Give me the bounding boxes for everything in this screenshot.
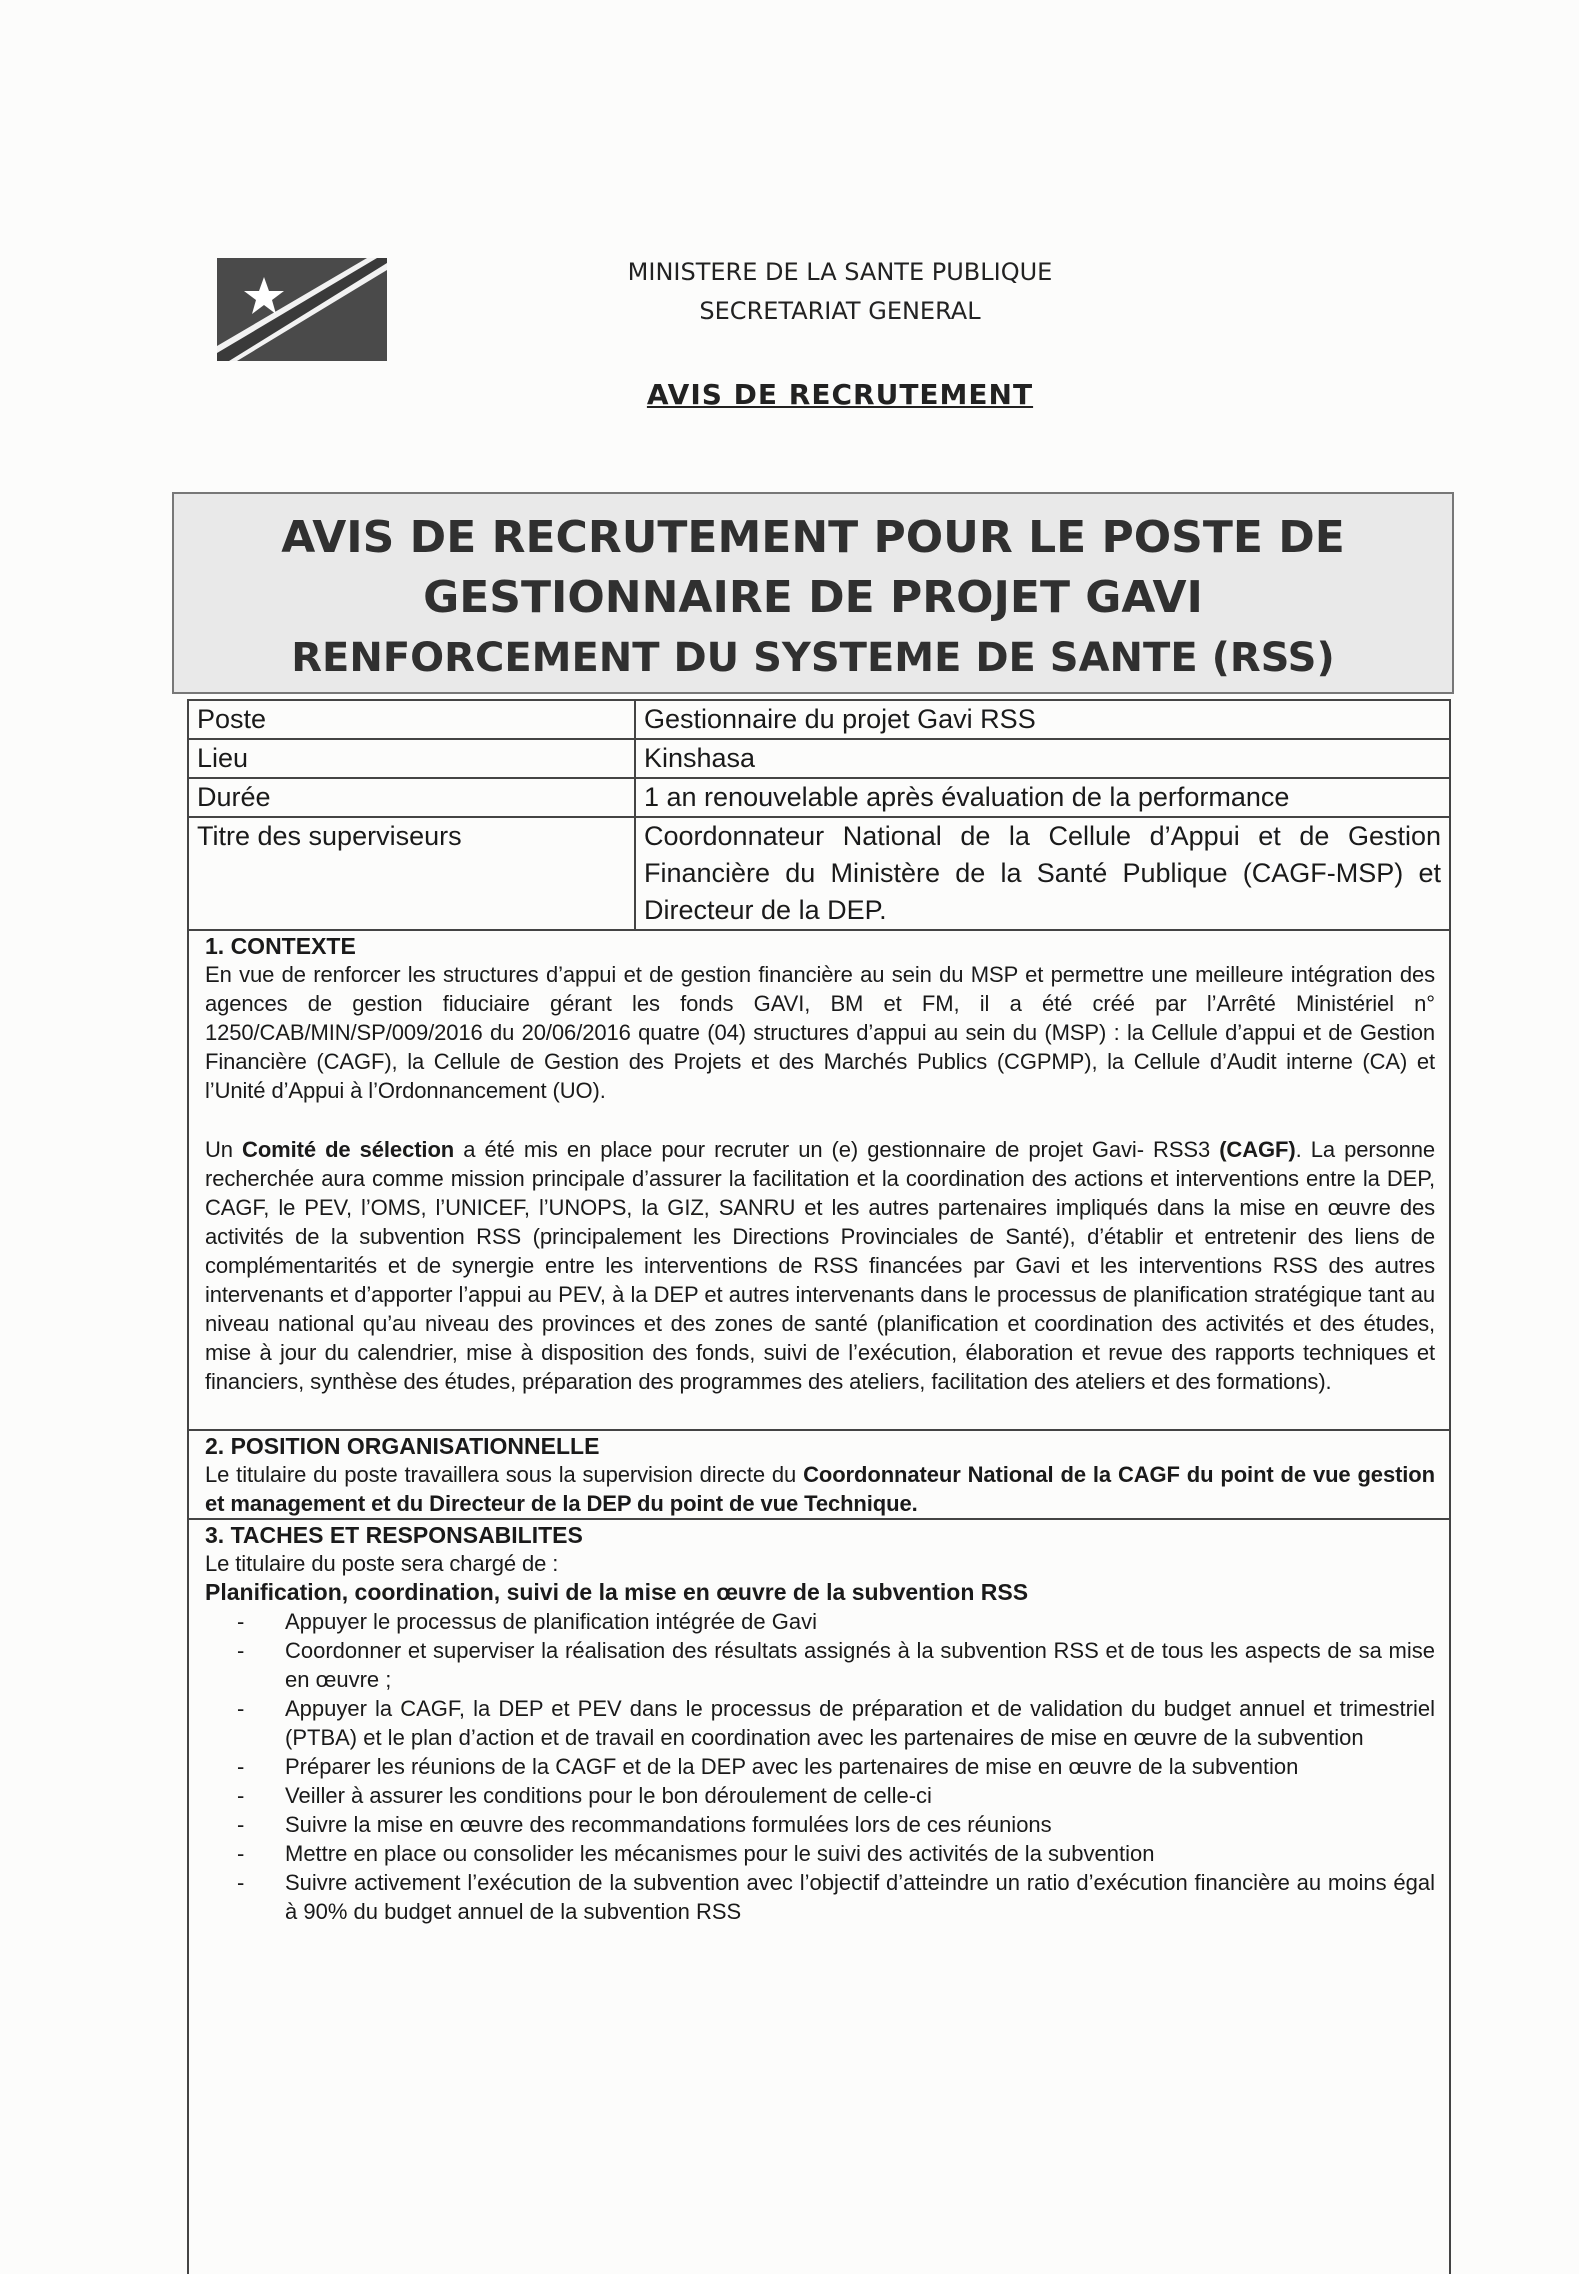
- section-heading: 1. CONTEXTE: [205, 933, 356, 959]
- list-item: - Appuyer la CAGF, la DEP et PEV dans le processus de préparation et de validation du budget annuel et trimestriel (PTBA) et le plan d’action et de travail en coordination avec les partenaires de mise en œuvre de la subvention: [205, 1694, 1435, 1752]
- task-list: [205, 1607, 1435, 1926]
- list-item: - Coordonner et superviser la réalisation des résultats assignés à la subvention RSS et de tous les aspects de sa mise en œuvre ;: [205, 1636, 1435, 1694]
- section-position: [189, 1432, 1449, 1520]
- notice-heading: AVIS DE RECRUTEMENT: [646, 378, 1034, 411]
- title-line-1: AVIS DE RECRUTEMENT POUR LE POSTE DE: [281, 512, 1345, 563]
- contexte-paragraph-1: En vue de renforcer les structures d’appui et de gestion financière au sein du MSP et permettre une meilleure intégration des agences de gestion fiduciaire gérant les fonds GAVI, BM et FM, il a été créé par l’Arrêté Ministériel n° 1250/CAB/MIN/SP/009/2016 du 20/06/2016 quatre (04) structures d’appui au sein du (MSP) : la Cellule d’appui et de Gestion Financière (CAGF), la Cellule de Gestion des Projets et des Marchés Publics (CGPMP), la Cellule d’Audit interne (CA) et l’Unité d’Appui à l’Ordonnancement (UO).: [205, 962, 1435, 1103]
- section-taches: [189, 1521, 1449, 1926]
- info-value: 1 an renouvelable après évaluation de la performance: [635, 778, 1450, 817]
- secretariat-name: SECRETARIAT GENERAL: [699, 297, 981, 325]
- table-row: [188, 700, 1450, 739]
- section-contexte: [189, 932, 1449, 1431]
- table-row: [188, 817, 1450, 930]
- taches-intro: Le titulaire du poste sera chargé de :: [205, 1551, 559, 1576]
- section-heading: 2. POSITION ORGANISATIONNELLE: [205, 1433, 600, 1459]
- title-line-3: RENFORCEMENT DU SYSTEME DE SANTE (RSS): [291, 635, 1335, 681]
- job-info-table: [187, 699, 1451, 931]
- title-line-2: GESTIONNAIRE DE PROJET GAVI: [423, 572, 1203, 623]
- list-item: - Suivre la mise en œuvre des recommandations formulées lors de ces réunions: [205, 1810, 1435, 1839]
- contexte-paragraph-2: Un Comité de sélection a été mis en place pour recruter un (e) gestionnaire de projet Gavi- RSS3 (CAGF). La personne recherchée aura comme mission principale d’assurer la facilitation et la coordination des actions et interventions entre la DEP, CAGF, le PEV, l’OMS, l’UNICEF, l’UNOPS, la GIZ, SANRU et les autres partenaires impliqués dans la mise en œuvre des activités de la subvention RSS (principalement les Directions Provinciales de Santé), d’établir et entretenir des liens de complémentarités et de synergie entre les interventions de RSS financées par Gavi et les interventions RSS des autres intervenants et d’apporter l’appui au PEV, à la DEP et autres intervenants dans le processus de planification stratégique tant au niveau national qu’au niveau des provinces et des zones de santé (planification et coordination des activités et des études, mise à jour du calendrier, mise à disposition des fonds, suivi de l’exécution, élaboration et revue des rapports techniques et financiers, synthèse des études, préparation des programmes des ateliers, facilitation des ateliers et des formations).: [205, 1137, 1436, 1394]
- info-label: Durée: [188, 778, 635, 817]
- list-item: - Veiller à assurer les conditions pour le bon déroulement de celle-ci: [205, 1781, 1435, 1810]
- list-item: - Suivre activement l’exécution de la subvention avec l’objectif d’atteindre un ratio d’exécution financière au moins égal à 90% du budget annuel de la subvention RSS: [205, 1868, 1435, 1926]
- section-heading: 3. TACHES ET RESPONSABILITES: [205, 1522, 583, 1548]
- info-value: Coordonnateur National de la Cellule d’Appui et de Gestion Financière du Ministère de la Santé Publique (CAGF-MSP) et Directeur de la DEP.: [635, 817, 1450, 930]
- taches-subheading: Planification, coordination, suivi de la mise en œuvre de la subvention RSS: [205, 1579, 1029, 1605]
- ministry-name: MINISTERE DE LA SANTE PUBLIQUE: [627, 258, 1053, 286]
- info-label: Lieu: [188, 739, 635, 778]
- info-label: Titre des superviseurs: [188, 817, 635, 930]
- drc-flag-icon: [217, 258, 387, 361]
- info-value: Kinshasa: [635, 739, 1450, 778]
- title-box: [172, 492, 1454, 694]
- list-item: - Préparer les réunions de la CAGF et de la DEP avec les partenaires de mise en œuvre de la subvention: [205, 1752, 1435, 1781]
- table-row: [188, 778, 1450, 817]
- list-item: - Mettre en place ou consolider les mécanismes pour le suivi des activités de la subvention: [205, 1839, 1435, 1868]
- document-body: [187, 929, 1451, 2274]
- info-label: Poste: [188, 700, 635, 739]
- list-item: - Appuyer le processus de planification intégrée de Gavi: [205, 1607, 1435, 1636]
- position-text: Le titulaire du poste travaillera sous la supervision directe du Coordonnateur National de la CAGF du point de vue gestion et management et du Directeur de la DEP du point de vue Technique.: [205, 1462, 1435, 1516]
- info-value: Gestionnaire du projet Gavi RSS: [635, 700, 1450, 739]
- table-row: [188, 739, 1450, 778]
